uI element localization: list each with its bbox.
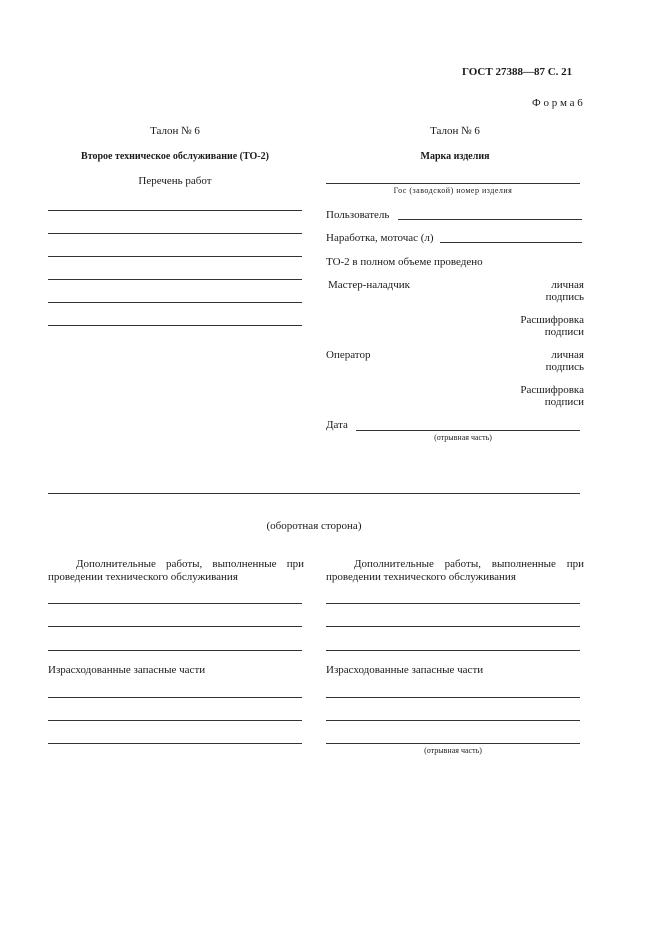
master-signature-label-1: личная xyxy=(551,279,584,291)
operator-signature-label-2: подпись xyxy=(545,361,584,373)
operator-decode-label-1: Расшифровка xyxy=(520,384,584,396)
operator-signature-label-1: личная xyxy=(551,349,584,361)
right-extra-works-label: Дополнительные работы, выполненные при проведении технического обслуживания xyxy=(326,558,584,583)
standard-number: ГОСТ 27388—87 С. 21 xyxy=(462,66,573,78)
left-extra-works-label: Дополнительные работы, выполненные при проведении технического обслуживания xyxy=(48,558,304,583)
left-extra-line-3[interactable] xyxy=(48,650,302,651)
master-decode-label-2: подписи xyxy=(544,326,584,338)
left-maintenance-title: Второе техническое обслуживание (ТО-2) xyxy=(81,151,269,162)
date-label: Дата xyxy=(326,419,348,431)
tear-off-caption-top: (отрывная часть) xyxy=(434,433,492,442)
hours-field[interactable] xyxy=(440,242,582,243)
right-ticket-title: Талон № 6 xyxy=(430,125,480,137)
left-spare-parts-label: Израсходованные запасные части xyxy=(48,664,206,676)
right-parts-line-2[interactable] xyxy=(326,720,580,721)
left-extra-line-2[interactable] xyxy=(48,626,302,627)
works-line-4[interactable] xyxy=(48,279,302,280)
form-number: Ф о р м а 6 xyxy=(532,97,583,109)
right-extra-line-2[interactable] xyxy=(326,626,580,627)
right-extra-line-3[interactable] xyxy=(326,650,580,651)
left-extra-line-1[interactable] xyxy=(48,603,302,604)
works-line-6[interactable] xyxy=(48,325,302,326)
back-side-title: (оборотная сторона) xyxy=(266,520,362,532)
right-parts-line-3[interactable] xyxy=(326,743,580,744)
product-brand-title: Марка изделия xyxy=(420,151,490,162)
works-line-1[interactable] xyxy=(48,210,302,211)
tear-off-line xyxy=(48,493,580,494)
left-parts-line-1[interactable] xyxy=(48,697,302,698)
master-label: Мастер-наладчик xyxy=(328,279,410,291)
works-line-5[interactable] xyxy=(48,302,302,303)
left-parts-line-3[interactable] xyxy=(48,743,302,744)
user-label: Пользователь xyxy=(326,209,390,221)
works-list-label: Перечень работ xyxy=(138,175,212,187)
left-ticket-title: Талон № 6 xyxy=(150,125,200,137)
done-statement: ТО-2 в полном объеме проведено xyxy=(326,256,483,268)
right-parts-line-1[interactable] xyxy=(326,697,580,698)
serial-number-caption: Гос (заводской) номер изделия xyxy=(393,186,513,195)
operator-label: Оператор xyxy=(326,349,371,361)
right-extra-line-1[interactable] xyxy=(326,603,580,604)
user-field[interactable] xyxy=(398,219,582,220)
tear-off-caption-bottom: (отрывная часть) xyxy=(424,746,482,755)
hours-label: Наработка, моточас (л) xyxy=(326,232,434,244)
master-signature-label-2: подпись xyxy=(545,291,584,303)
serial-number-line[interactable] xyxy=(326,183,580,184)
operator-decode-label-2: подписи xyxy=(544,396,584,408)
left-parts-line-2[interactable] xyxy=(48,720,302,721)
right-spare-parts-label: Израсходованные запасные части xyxy=(326,664,484,676)
works-line-3[interactable] xyxy=(48,256,302,257)
date-field[interactable] xyxy=(356,430,580,431)
master-decode-label-1: Расшифровка xyxy=(520,314,584,326)
works-line-2[interactable] xyxy=(48,233,302,234)
